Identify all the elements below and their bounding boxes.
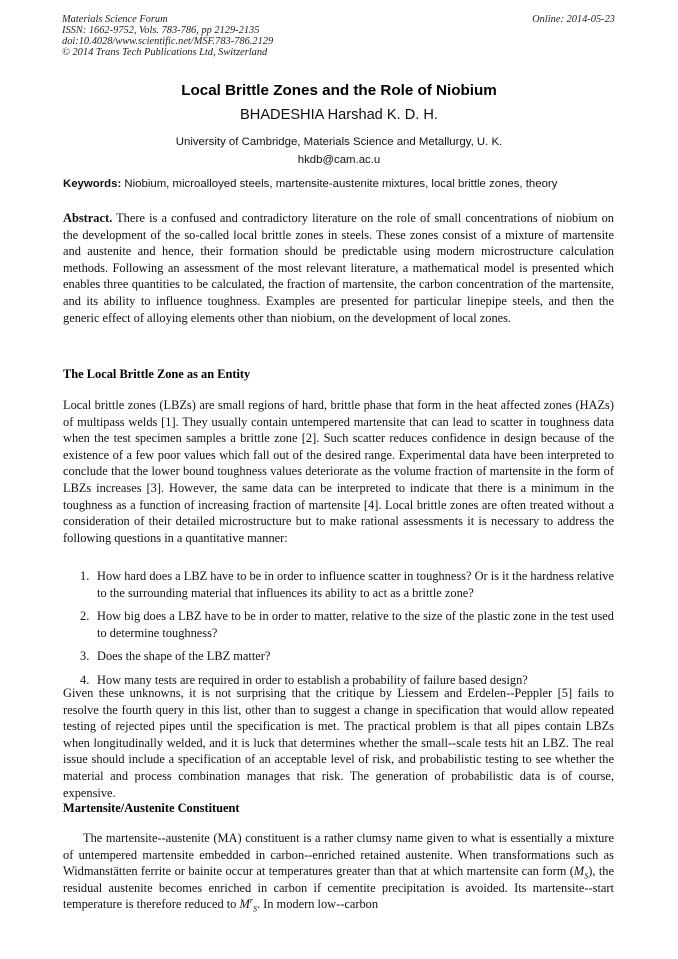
abstract — [63, 210, 614, 326]
paragraph-unknowns: Given these unknowns, it is not surprising that the critique by Liessem and Erdelen--Peppler [5] fails to resolve the fourth query in this list, other than to suggest a change in specification that would allow repeated testing of rejected pipes until the specification is met. The practical problem is that all pipes contain LBZs when longitudinally welded, and it is luck that determines whether the small--scale tests hit an LBZ. The real issue should include a specification of an acceptable level of risk, and probabilistic testing to see whether the material and process combination manages that risk. The generation of probabilistic data is of course, expensive. — [63, 686, 614, 800]
ms-symbol: $M_S$ — [573, 864, 589, 881]
msr-symbol: $M^r_S$ — [239, 896, 257, 914]
journal-header — [62, 14, 273, 58]
author-email: hkdb@cam.ac.u — [297, 154, 381, 166]
journal-name: Materials Science Forum — [62, 14, 168, 25]
author-name: BHADESHIA Harshad K. D. H. — [240, 107, 438, 123]
list-item: 2. How big does a LBZ have to be in order to matter, relative to the size of the plastic zone in the test used to determine toughness? — [80, 609, 614, 640]
questions-list — [63, 568, 614, 696]
online-date: Online: 2014-05-23 — [532, 14, 615, 25]
abstract-text: There is a confused and contradictory literature on the role of small concentrations of niobium on the development of the so-called local brittle zones in steels. These zones consist of a mixture of martensite and austenite and hence, their formation should be predictable using modern microstructure calculation methods. Following an assessment of the most relevant literature, a mathematical model is presented which enables three quantities to be calculated, the fraction of martensite, the carbon concentration of the martensite, and its ability to influence toughness. Examples are presented for particular linepipe steels, and then the generic effect of alloying elements other than niobium, on the development of local zones. — [63, 211, 614, 325]
list-item: 4. How many tests are required in order to establish a probability of failure based design? — [80, 672, 528, 687]
copyright-line: © 2014 Trans Tech Publications Ltd, Switzerland — [62, 47, 268, 58]
list-item: 1. How hard does a LBZ have to be in order to influence scatter in toughness? Or is it the hardness relative to the surrounding material that influences its ability to act as a brittle zone? — [80, 569, 614, 600]
keywords — [63, 178, 557, 190]
section-heading-lbz: The Local Brittle Zone as an Entity — [63, 367, 251, 381]
doi-line: doi:10.4028/www.scientific.net/MSF.783-786.2129 — [62, 36, 274, 47]
section-heading-ma: Martensite/Austenite Constituent — [63, 801, 240, 815]
keywords-text: Niobium, microalloyed steels, martensite-austenite mixtures, local brittle zones, theory — [121, 178, 558, 190]
keywords-label: Keywords: — [63, 178, 122, 190]
abstract-label: Abstract. — [63, 211, 113, 225]
list-item: 3. Does the shape of the LBZ matter? — [80, 649, 271, 664]
paragraph-lbz-intro: Local brittle zones (LBZs) are small regions of hard, brittle phase that form in the heat affected zones (HAZs) of multipass welds [1]. They usually contain untempered martensite that can lead to scatter in toughness data when the test specimen samples a brittle zone [2]. Such scatter reduces confidence in design because of the existence of a few poor values which fall out of the desired range. Experimental data have been interpreted to conclude that the lower bound toughness values deteriorate as the volume fraction of martensite in the form of LBZs increases [3]. However, the same data can be interpreted to indicate that there is a minimum in the toughness as a function of increasing fraction of martensite [4]. Local brittle zones are often treated without a consideration of their detailed microstructure but to make rational assessments it is necessary to address the following questions in a quantitative manner: — [63, 398, 614, 545]
issn-line: ISSN: 1662-9752, Vols. 783-786, pp 2129-2135 — [62, 25, 260, 36]
paper-title: Local Brittle Zones and the Role of Niobium — [181, 82, 497, 99]
paragraph-ma: The martensite--austenite (MA) constituent is a rather clumsy name given to what is essentially a mixture of untempered martensite embedded in carbon--enriched retained austenite. When transformations such as Widmanstätten ferrite or bainite occur at temperatures greater than that at which martensite can form $(M_S)$, the residual austenite becomes enriched in carbon if cementite precipitation is avoided. Its martensite--start temperature is therefore reduced to $M^r_S$. In modern low--carbon — [63, 831, 614, 914]
affiliation: University of Cambridge, Materials Science and Metallurgy, U. K. — [175, 136, 503, 148]
affiliation-block — [0, 133, 678, 169]
